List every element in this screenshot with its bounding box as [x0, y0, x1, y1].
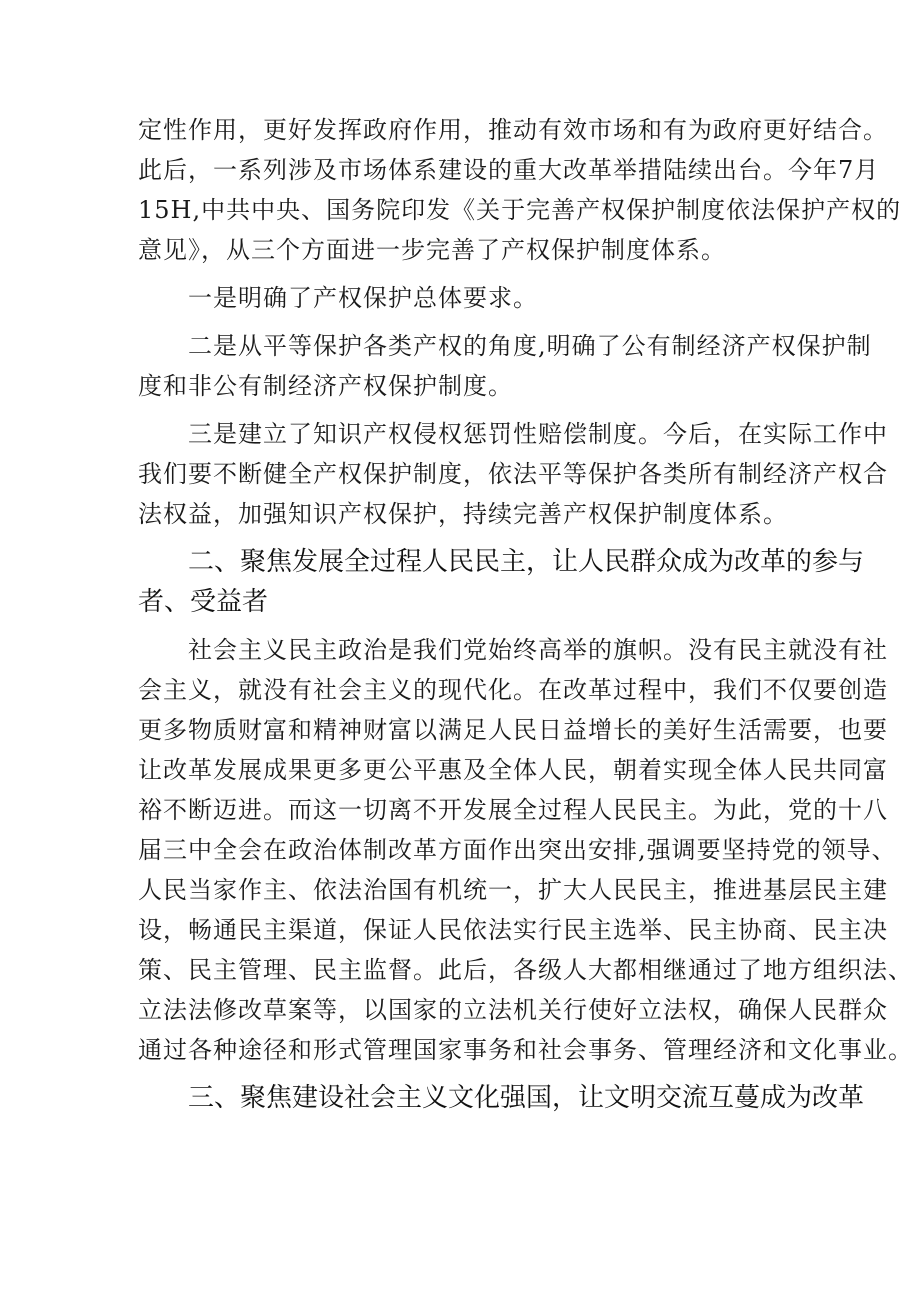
section-heading	[138, 1078, 865, 1118]
text-line: 策、民主管理、民主监督。此后，各级人大都相继通过了地方组织法、	[138, 956, 913, 984]
text-line: 我们要不断健全产权保护制度，依法平等保护各类所有制经济产权合	[138, 460, 888, 488]
paragraph-gap	[138, 406, 788, 414]
paragraph	[138, 110, 902, 270]
paragraph-gap	[138, 1070, 788, 1078]
text-line: 社会主义民主政治是我们党始终高举的旗帜。没有民主就没有社	[188, 636, 888, 664]
paragraph-gap	[138, 534, 788, 542]
text-line: 15H,中共中央、国务院印发《关于完善产权保护制度依法保护产权的	[138, 196, 902, 224]
text-line: 届三中全会在政治体制改革方面作出突出安排,强调要坚持党的领导、	[138, 836, 897, 864]
paragraph	[138, 630, 913, 1070]
document-page	[138, 110, 913, 1118]
paragraph	[138, 278, 788, 318]
text-line: 通过各种途径和形式管理国家事务和社会事务、管理经济和文化事业。	[138, 1036, 913, 1064]
heading-line: 者、受益者	[138, 587, 269, 617]
text-line: 此后，一系列涉及市场体系建设的重大改革举措陆续出台。今年7月	[138, 156, 880, 184]
text-line: 度和非公有制经济产权保护制度。	[138, 372, 513, 400]
section-heading	[138, 542, 865, 622]
text-line: 人民当家作主、依法治国有机统一，扩大人民民主，推进基层民主建	[138, 876, 888, 904]
text-line: 法权益，加强知识产权保护，持续完善产权保护制度体系。	[138, 500, 788, 528]
text-line: 三是建立了知识产权侵权惩罚性赔偿制度。今后，在实际工作中	[188, 420, 888, 448]
text-line: 一是明确了产权保护总体要求。	[188, 284, 538, 312]
heading-line: 三、聚焦建设社会主义文化强国，让文明交流互蔓成为改革	[188, 1083, 865, 1113]
paragraph	[138, 414, 888, 534]
text-line: 立法法修改草案等，以国家的立法机关行使好立法权，确保人民群众	[138, 996, 888, 1024]
text-line: 更多物质财富和精神财富以满足人民日益增长的美好生活需要，也要	[138, 716, 888, 744]
paragraph-gap	[138, 270, 788, 278]
text-line: 二是从平等保护各类产权的角度,明确了公有制经济产权保护制	[188, 332, 872, 360]
text-line: 意见》，从三个方面进一步完善了产权保护制度体系。	[138, 236, 726, 264]
paragraph-gap	[138, 318, 788, 326]
text-line: 裕不断迈进。而这一切离不开发展全过程人民民主。为此，党的十八	[138, 796, 888, 824]
text-line: 会主义，就没有社会主义的现代化。在改革过程中，我们不仅要创造	[138, 676, 888, 704]
paragraph	[138, 326, 872, 406]
text-line: 定性作用，更好发挥政府作用，推动有效市场和有为政府更好结合。	[138, 116, 888, 144]
paragraph-gap	[138, 622, 788, 630]
text-line: 设，畅通民主渠道，保证人民依法实行民主选举、民主协商、民主决	[138, 916, 888, 944]
text-line: 让改革发展成果更多更公平惠及全体人民，朝着实现全体人民共同富	[138, 756, 888, 784]
heading-line: 二、聚焦发展全过程人民民主，让人民群众成为改革的参与	[188, 547, 865, 577]
